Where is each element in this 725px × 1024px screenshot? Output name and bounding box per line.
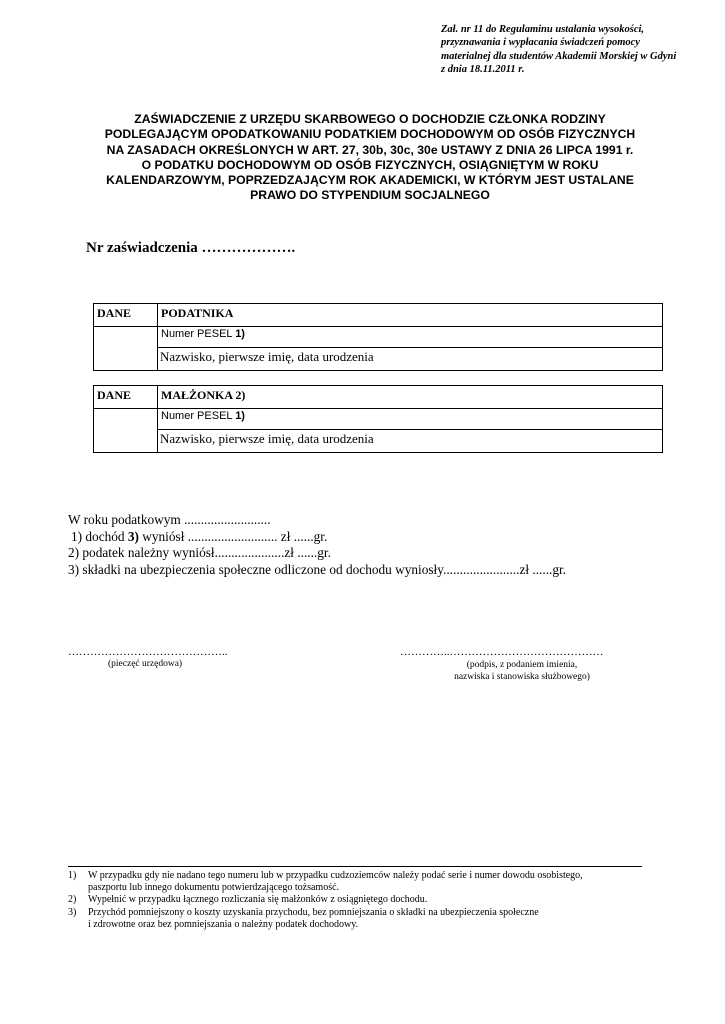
footnote-text: Wypełnić w przypadku łącznego rozliczania się małżonków z osiągniętego dochodu. [88,894,428,906]
certificate-number: Nr zaświadczenia ………………. [86,240,296,256]
footnote-text: W przypadku gdy nie nadano tego numeru lub w przypadku cudzoziemców należy podać serie i numer dowodu osobistego, [88,870,583,881]
footnote-number: 1) [68,870,77,881]
footnote-number: 2) [68,894,77,906]
footnote-3 [68,907,668,919]
income-section [68,512,688,578]
social-contributions-line: 3) składki na ubezpieczenia społeczne odliczone od dochodu wyniosły.......................zł ......gr. [68,561,567,577]
attachment-note-line: materialnej dla studentów Akademii Morskiej w Gdyni [441,50,677,62]
title-line: NA ZASADACH OKREŚLONYCH W ART. 27, 30b, 30c, 30e USTAWY Z DNIA 26 LIPCA 1991 r. [106,142,634,157]
taxpayer-left-blank [94,327,158,371]
tax-year-line: W roku podatkowym .......................... [68,512,271,527]
spouse-header-left: DANE [94,386,158,409]
footnote-divider [68,866,642,867]
spouse-header-right: MAŁŻONKA 2) [158,386,663,409]
spouse-left-blank [94,409,158,453]
income-line [68,529,688,546]
signature-area [400,646,640,683]
title-line: ZAŚWIADCZENIE Z URZĘDU SKARBOWEGO O DOCHODZIE CZŁONKA RODZINY [134,112,606,126]
footnote-1 [68,870,668,882]
official-stamp-area [68,646,268,669]
footnote-text: paszportu lub innego dokumentu potwierdzającego tożsamość. [88,882,340,894]
title-line: PODLEGAJĄCYM OPODATKOWANIU PODATKIEM DOCHODOWYM OD OSÓB FIZYCZNYCH [104,127,636,142]
signature-caption-line: nazwiska i stanowiska służbowego) [454,672,590,682]
stamp-caption: (pieczęć urzędowa) [108,659,183,669]
document-title [60,112,680,204]
title-line: KALENDARZOWYM, POPRZEDZAJĄCYM ROK AKADEMICKI, W KTÓRYM JEST USTALANE [106,173,634,188]
footnote-text: i zdrowotne oraz bez pomniejszania o należny podatek dochodowy. [88,918,359,930]
footnote-number: 3) [68,906,77,918]
income-suffix: wyniósł ........................... zł ......gr. [138,528,328,544]
signature-caption [400,659,640,683]
attachment-note-line: Zał. nr 11 do Regulaminu ustalania wysokości, [441,24,645,35]
title-line: O PODATKU DOCHODOWYM OD OSÓB FIZYCZNYCH, OSIĄGNIĘTYM W ROKU [141,157,599,172]
tax-due-line: 2) podatek należny wyniósł.....................zł ......gr. [68,545,331,560]
pesel-label: Numer PESEL [161,328,236,340]
footnote-text: Przychód pomniejszony o koszty uzyskania przychodu, bez pomniejszania o składki na ubezpieczenia społeczne [88,906,539,918]
footnote-ref: 3) [127,528,139,544]
stamp-dots: …………………………………….. [68,646,228,658]
signature-caption-line: (podpis, z podaniem imienia, [466,660,578,670]
taxpayer-header-left: DANE [94,304,158,327]
pesel-label: Numer PESEL [161,410,236,422]
attachment-note-line: przyznawania i wypłacania świadczeń pomocy [441,37,640,49]
footnotes [68,870,668,931]
footnote-ref: 1) [235,328,245,340]
attachment-note [441,23,711,76]
income-prefix: 1) dochód [71,528,128,544]
taxpayer-header-right: PODATNIKA [158,304,663,327]
taxpayer-pesel-field[interactable] [158,327,663,348]
signature-dots: …………..…………………………………… [400,646,604,658]
spouse-pesel-field[interactable] [158,409,663,430]
attachment-note-line: z dnia 18.11.2011 r. [441,63,525,75]
spouse-data-table [93,385,663,453]
spouse-name-field[interactable]: Nazwisko, pierwsze imię, data urodzenia [158,430,663,453]
footnote-2 [68,894,668,906]
taxpayer-data-table [93,303,663,371]
footnote-ref: 1) [235,410,245,422]
title-line: PRAWO DO STYPENDIUM SOCJALNEGO [250,188,490,203]
taxpayer-name-field[interactable]: Nazwisko, pierwsze imię, data urodzenia [158,348,663,371]
